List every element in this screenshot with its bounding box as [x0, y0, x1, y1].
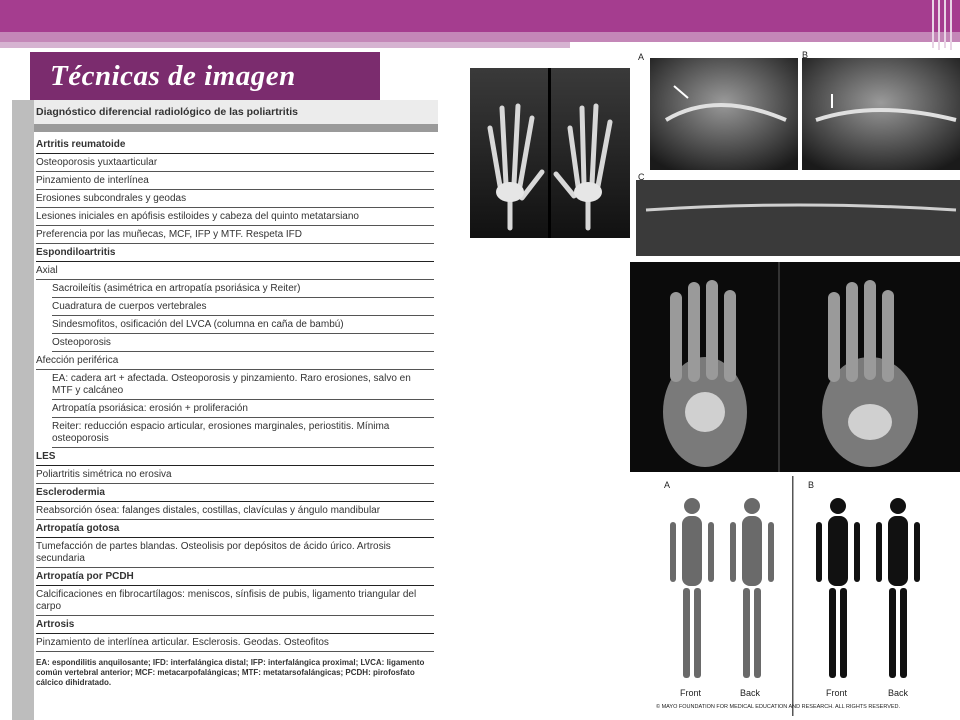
decor-line: [932, 0, 934, 48]
header-band: [0, 32, 960, 42]
bone-scan-front-label-2: Front: [826, 688, 848, 698]
ultrasound-image: [636, 50, 960, 258]
table-row: Lesiones iniciales en apófisis estiloides y cabeza del quinto metatarsiano: [36, 208, 434, 226]
table-row: Reabsorción ósea: falanges distales, costillas, clavículas y ángulo mandibular: [36, 502, 434, 520]
table-row: Poliartritis simétrica no erosiva: [36, 466, 434, 484]
bone-scan-copyright: © MAYO FOUNDATION FOR MEDICAL EDUCATION AND RESEARCH. ALL RIGHTS RESERVED.: [656, 704, 901, 710]
bone-scan-label-b: B: [808, 480, 815, 490]
table-section-heading: Espondiloartritis: [36, 244, 434, 262]
table-row: Osteoporosis: [52, 334, 434, 352]
hand-mri-image: [630, 262, 960, 472]
table-row: Preferencia por las muñecas, MCF, IFP y MTF. Respeta IFD: [36, 226, 434, 244]
decor-line: [944, 0, 946, 48]
bone-scan-label-a: A: [664, 480, 671, 490]
bone-scan-front-label: Front: [680, 688, 702, 698]
table-row: Axial: [36, 262, 434, 280]
header-banner: [0, 0, 960, 32]
table-row: Sacroileítis (asimétrica en artropatía psoriásica y Reiter): [52, 280, 434, 298]
table-row: EA: cadera art + afectada. Osteoporosis y pinzamiento. Raro erosiones, salvo en MTF y calcáneo: [52, 370, 434, 400]
ultrasound-label-a: A: [638, 52, 645, 62]
table-section-heading: Artritis reumatoide: [36, 136, 434, 154]
ultrasound-label-c: C: [638, 172, 645, 182]
table-section-heading: Artropatía por PCDH: [36, 568, 434, 586]
table-row: Calcificaciones en fibrocartílagos: meniscos, sínfisis de pubis, ligamento triangular del carpo: [36, 586, 434, 616]
table-section-heading: Artrosis: [36, 616, 434, 634]
table-rows: [36, 136, 434, 688]
ultrasound-label-b: B: [802, 50, 809, 60]
table-row: Sindesmofitos, osificación del LVCA (columna en caña de bambú): [52, 316, 434, 334]
table-row: Pinzamiento de interlínea articular. Esclerosis. Geodas. Osteofitos: [36, 634, 434, 652]
table-row: Tumefacción de partes blandas. Osteolisis por depósitos de ácido úrico. Artrosis secundaria: [36, 538, 434, 568]
table-footnote: EA: espondilitis anquilosante; IFD: interfalángica distal; IFP: interfalángica proximal; LVCA: ligamento común vertebral anterior; MCF: metacarpofalángicas; MTF: metatarsofalángicas; PCDH: pirofosfato cálcico dihidratado.: [36, 658, 425, 687]
table-section-heading: LES: [36, 448, 434, 466]
bone-scan-back-label-2: Back: [888, 688, 909, 698]
table-row: Cuadratura de cuerpos vertebrales: [52, 298, 434, 316]
hand-xray-image: [470, 68, 630, 238]
table-row: Afección periférica: [36, 352, 434, 370]
header-band-light: [0, 42, 570, 48]
bone-scan-image: [640, 476, 960, 716]
table-row: Artropatía psoriásica: erosión + proliferación: [52, 400, 434, 418]
table-row: Pinzamiento de interlínea: [36, 172, 434, 190]
table-row: Osteoporosis yuxtaarticular: [36, 154, 434, 172]
table-header-bar: [34, 124, 438, 132]
table-row: Erosiones subcondrales y geodas: [36, 190, 434, 208]
bone-scan-back-label: Back: [740, 688, 761, 698]
slide-title: Técnicas de imagen: [30, 52, 380, 100]
table-row: Reiter: reducción espacio articular, erosiones marginales, periostitis. Mínima osteoporosis: [52, 418, 434, 448]
differential-diagnosis-table: [12, 100, 438, 720]
table-shadow: [12, 100, 34, 720]
table-section-heading: Artropatía gotosa: [36, 520, 434, 538]
table-section-heading: Esclerodermia: [36, 484, 434, 502]
table-title: Diagnóstico diferencial radiológico de las poliartritis: [36, 106, 298, 118]
